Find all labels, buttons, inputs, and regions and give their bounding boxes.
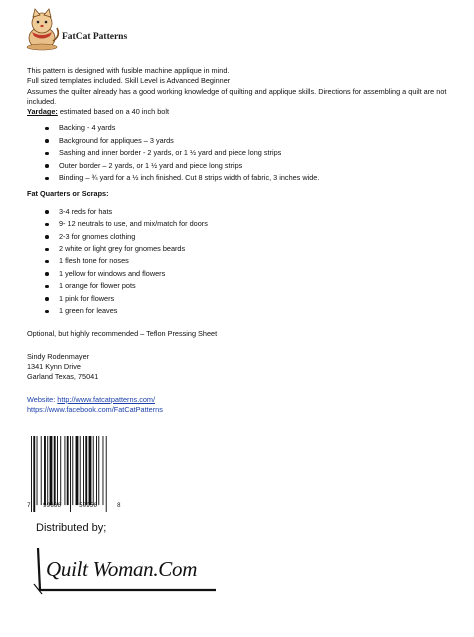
list-item bbox=[45, 293, 457, 305]
fat-quarter-item: 1 green for leaves bbox=[59, 306, 118, 316]
list-item bbox=[45, 122, 457, 134]
fat-quarter-item: 2 white or light grey for gnomes beards bbox=[59, 244, 186, 254]
facebook-link[interactable]: https://www.facebook.com/FatCatPatterns bbox=[27, 404, 163, 414]
list-item bbox=[45, 172, 457, 184]
intro-line: Assumes the quilter already has a good working knowledge of quilting and applique skills. Directions for assembling a quilt are not included. bbox=[27, 86, 447, 106]
list-item bbox=[45, 268, 457, 280]
quiltwoman-logo-text: Quilt Woman.Com bbox=[46, 557, 198, 581]
spacer bbox=[27, 383, 457, 395]
list-item bbox=[45, 243, 457, 255]
fat-quarter-item: 9- 12 neutrals to use, and mix/match for doors bbox=[59, 219, 208, 229]
fat-quarters-list bbox=[27, 206, 457, 318]
yardage-heading-line bbox=[27, 107, 457, 117]
yardage-item: Binding – ¾ yard for a ½ inch finished. Cut 8 strips width of fabric, 3 inches wide. bbox=[59, 173, 320, 183]
intro-line: This pattern is designed with fusible machine applique in mind. bbox=[27, 66, 230, 75]
list-item bbox=[45, 147, 457, 159]
bullet-icon bbox=[45, 152, 49, 156]
bullet-icon bbox=[45, 248, 49, 252]
list-item bbox=[45, 160, 457, 172]
fat-quarter-item: 2-3 for gnomes clothing bbox=[59, 231, 136, 241]
fat-quarter-item: 1 pink for flowers bbox=[59, 293, 115, 303]
fatcat-logo-icon bbox=[22, 8, 62, 52]
fat-quarter-item: 1 flesh tone for noses bbox=[59, 256, 129, 266]
brand-header bbox=[22, 8, 322, 60]
list-item bbox=[45, 231, 457, 243]
bullet-icon bbox=[45, 127, 49, 131]
bullet-icon bbox=[45, 223, 49, 227]
barcode-digit-group: 50956 bbox=[79, 502, 98, 509]
list-item bbox=[45, 280, 457, 292]
yardage-item: Backing - 4 yards bbox=[59, 123, 116, 133]
list-item bbox=[45, 305, 457, 317]
website-label: Website: bbox=[27, 394, 58, 404]
distributed-by-label: Distributed by; bbox=[36, 522, 107, 534]
fat-quarter-item: 1 yellow for windows and flowers bbox=[59, 268, 166, 278]
bullet-icon bbox=[45, 164, 49, 168]
list-item bbox=[45, 135, 457, 147]
fat-quarter-item: 1 orange for flower pots bbox=[59, 281, 136, 291]
yardage-item: Sashing and inner border - 2 yards, or 1 ½ yard and piece long strips bbox=[59, 148, 282, 158]
barcode-digit-group: 7 bbox=[27, 502, 31, 509]
fat-quarter-item: 3-4 reds for hats bbox=[59, 206, 113, 216]
yardage-note: estimated based on a 40 inch bolt bbox=[57, 107, 169, 117]
barcode-digit-group: 8 bbox=[117, 502, 121, 509]
bullet-icon bbox=[45, 177, 49, 181]
list-item bbox=[45, 255, 457, 267]
list-item bbox=[45, 206, 457, 218]
optional-note: Optional, but highly recommended – Teflon Pressing Sheet bbox=[27, 329, 218, 339]
website-line bbox=[27, 395, 457, 405]
yardage-item: Outer border – 2 yards, or 1 ½ yard and piece long strips bbox=[59, 160, 243, 170]
brand-name: FatCat Patterns bbox=[62, 32, 128, 42]
bullet-icon bbox=[45, 260, 49, 264]
bullet-icon bbox=[45, 285, 49, 289]
intro-line: Full sized templates included. Skill Level is Advanced Beginner bbox=[27, 76, 231, 86]
yardage-heading: Yardage: bbox=[27, 107, 58, 117]
bullet-icon bbox=[45, 310, 49, 314]
bullet-icon bbox=[45, 272, 49, 276]
bullet-icon bbox=[45, 139, 49, 143]
bullet-icon bbox=[45, 210, 49, 214]
list-item bbox=[45, 218, 457, 230]
pattern-details bbox=[27, 66, 457, 415]
website-link[interactable]: http://www.fatcatpatterns.com/ bbox=[57, 394, 156, 404]
barcode bbox=[27, 436, 123, 512]
bullet-icon bbox=[45, 297, 49, 301]
barcode-number bbox=[27, 502, 127, 512]
yardage-item: Background for appliques – 3 yards bbox=[59, 135, 174, 145]
spacer bbox=[27, 317, 457, 329]
address-name: Sindy Rodenmayer bbox=[27, 351, 90, 361]
fat-quarters-heading: Fat Quarters or Scraps: bbox=[27, 188, 109, 198]
address-city: Garland Texas, 75041 bbox=[27, 372, 99, 382]
yardage-list bbox=[27, 122, 457, 184]
spacer bbox=[27, 340, 457, 352]
bullet-icon bbox=[45, 235, 49, 239]
barcode-digit-group: 99666 bbox=[43, 502, 62, 509]
address-street: 1341 Kynn Drive bbox=[27, 362, 81, 372]
